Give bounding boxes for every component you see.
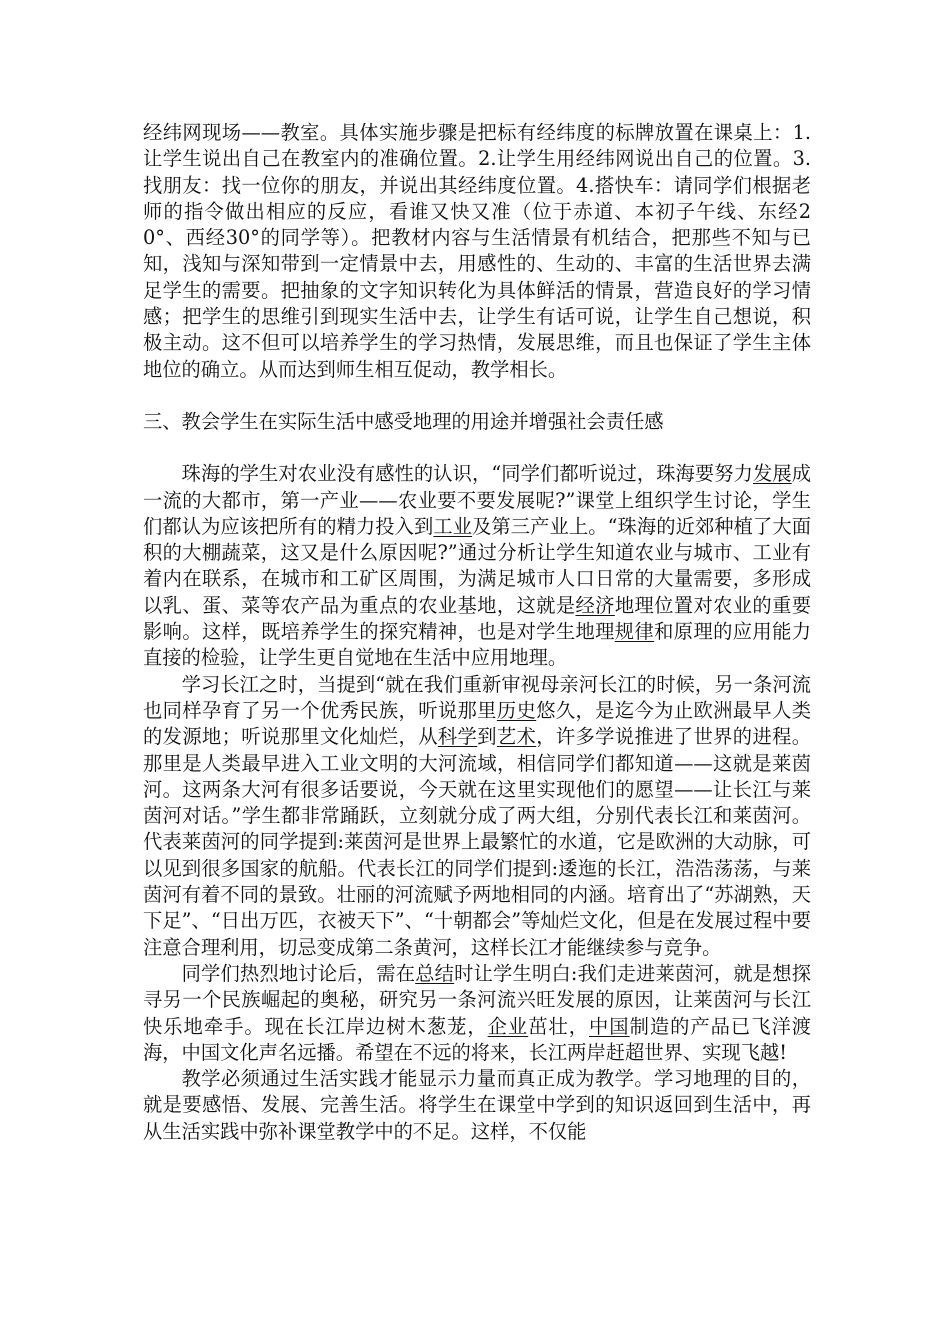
paragraph-5	[143, 1066, 811, 1145]
paragraph-text: 时让学生明白:我们走进莱茵河，就是想探寻另一个民族崛起的奥秘，研究另一条河流兴旺发展的原因，让莱茵河与长江快乐地牵手。现在长江岸边树木葱茏，	[143, 961, 812, 1038]
link-law[interactable]: 规律	[614, 620, 655, 644]
paragraph-text: 地理位置对农业的重要影响。这样，既培养学生的探究精神，也是对学生地理	[143, 593, 812, 644]
paragraph-2	[143, 461, 811, 671]
link-art[interactable]: 艺术	[496, 725, 537, 749]
paragraph-text: 教学必须通过生活实践才能显示力量而真正成为教学。学习地理的目的，就是要感悟、发展、完善生活。将学生在课堂中学到的知识返回到生活中，再从生活实践中弥补课堂教学中的不足。这样，不仅能	[143, 1067, 811, 1143]
paragraph-text: 悠久，是迄今为止欧洲最早人类的发源地；听说那里文化灿烂，从	[143, 698, 812, 749]
paragraph-text: 经纬网现场——教室。具体实施步骤是把标有经纬度的标牌放置在课桌上：1.让学生说出自己在教室内的准确位置。2.让学生用经纬网说出自己的位置。3.找朋友：找一位你的朋友，并说出其经纬度位置。4.搭快车：请同学们根据老师的指令做出相应的反应，看谁又快又准（位于赤道、本初子午线、东经20°、西经30°的同学等）。把教材内容与生活情景有机结合，把那些不知与已知，浅知与深知带到一定情景中去，用感性的、生动的、丰富的生活世界去满足学生的需要。把抽象的文字知识转化为具体鲜活的情景，营造良好的学习情感；把学生的思维引到现实生活中去，让学生有话可说，让学生自己想说，积极主动。这不但可以培养学生的学习热情，发展思维，而且也保证了学生主体地位的确立。从而达到师生相互促动，教学相长。	[143, 121, 811, 381]
paragraph-text: 和原理的应用能力直接的检验，让学生更自觉地在生活中应用地理。	[143, 620, 812, 670]
paragraph-4	[143, 961, 811, 1066]
paragraph-text: 学习长江之时，当提到“就在我们重新审视母亲河长江的时候，另一条河流也同样孕育了另一个优秀民族，听说那里	[143, 672, 811, 722]
link-industry[interactable]: 工业	[433, 514, 473, 538]
link-science[interactable]: 科学	[437, 725, 478, 749]
paragraph-text: 茁壮，	[528, 1014, 590, 1038]
link-enterprise[interactable]: 企业	[487, 1014, 529, 1038]
paragraph-text: 同学们热烈地讨论后，需在	[181, 961, 416, 985]
paragraph-text: 成一流的大都市，第一产业——农业要不要发展呢?”课堂上组织学生讨论，学生们都认为应该把所有的精力投入到	[143, 462, 812, 538]
paragraph-text: 及第三产业上。“珠海的近郊种植了大面积的大棚蔬菜，这又是什么原因呢?”通过分析让学生知道农业与城市、工业有着内在联系，在城市和工矿区周围，为满足城市人口日常的大量需要，多形成以乳、蛋、菜等农产品为重点的农业基地，这就是	[143, 514, 812, 617]
link-economy[interactable]: 经济	[575, 593, 615, 617]
paragraph-text: ，许多学说推进了世界的进程。那里是人类最早进入工业文明的大河流域，相信同学们都知道——这就是莱茵河。这两条大河有很多话要说，今天就在这里实现他们的愿望——让长江与莱茵河对话。”学生都非常踊跃，立刻就分成了两大组，分别代表长江和莱茵河。代表莱茵河的同学提到:莱茵河是世界上最繁忙的水道，它是欧洲的大动脉，可以见到很多国家的航船。代表长江的同学们提到:逶迤的长江，浩浩荡荡，与莱茵河有着不同的景致。壮丽的河流赋予两地相同的内涵。培育出了“苏湖熟，天下足”、“日出万匹，衣被天下”、“十朝都会”等灿烂文化，但是在发展过程中要注意合理利用，切忌变成第二条黄河，这样长江才能继续参与竞争。	[143, 725, 812, 959]
link-china[interactable]: 中国	[589, 1014, 630, 1038]
link-summary[interactable]: 总结	[415, 961, 455, 985]
document-page	[143, 120, 811, 1145]
paragraph-text: 制造的产品已飞洋渡海，中国文化声名远播。希望在不远的将来，长江两岸赶超世界、实现飞越!	[143, 1014, 812, 1064]
paragraph-text: 珠海的学生对农业没有感性的认识，“同学们都听说过，珠海要努力	[181, 462, 753, 486]
link-history[interactable]: 历史	[496, 698, 537, 722]
paragraph-3	[143, 672, 811, 961]
section-heading-text: 三、教会学生在实际生活中感受地理的用途并增强社会责任感	[143, 409, 664, 433]
section-heading	[143, 409, 811, 435]
paragraph-1	[143, 120, 811, 383]
paragraph-text: 到	[477, 725, 497, 749]
link-development[interactable]: 发展	[753, 462, 792, 486]
